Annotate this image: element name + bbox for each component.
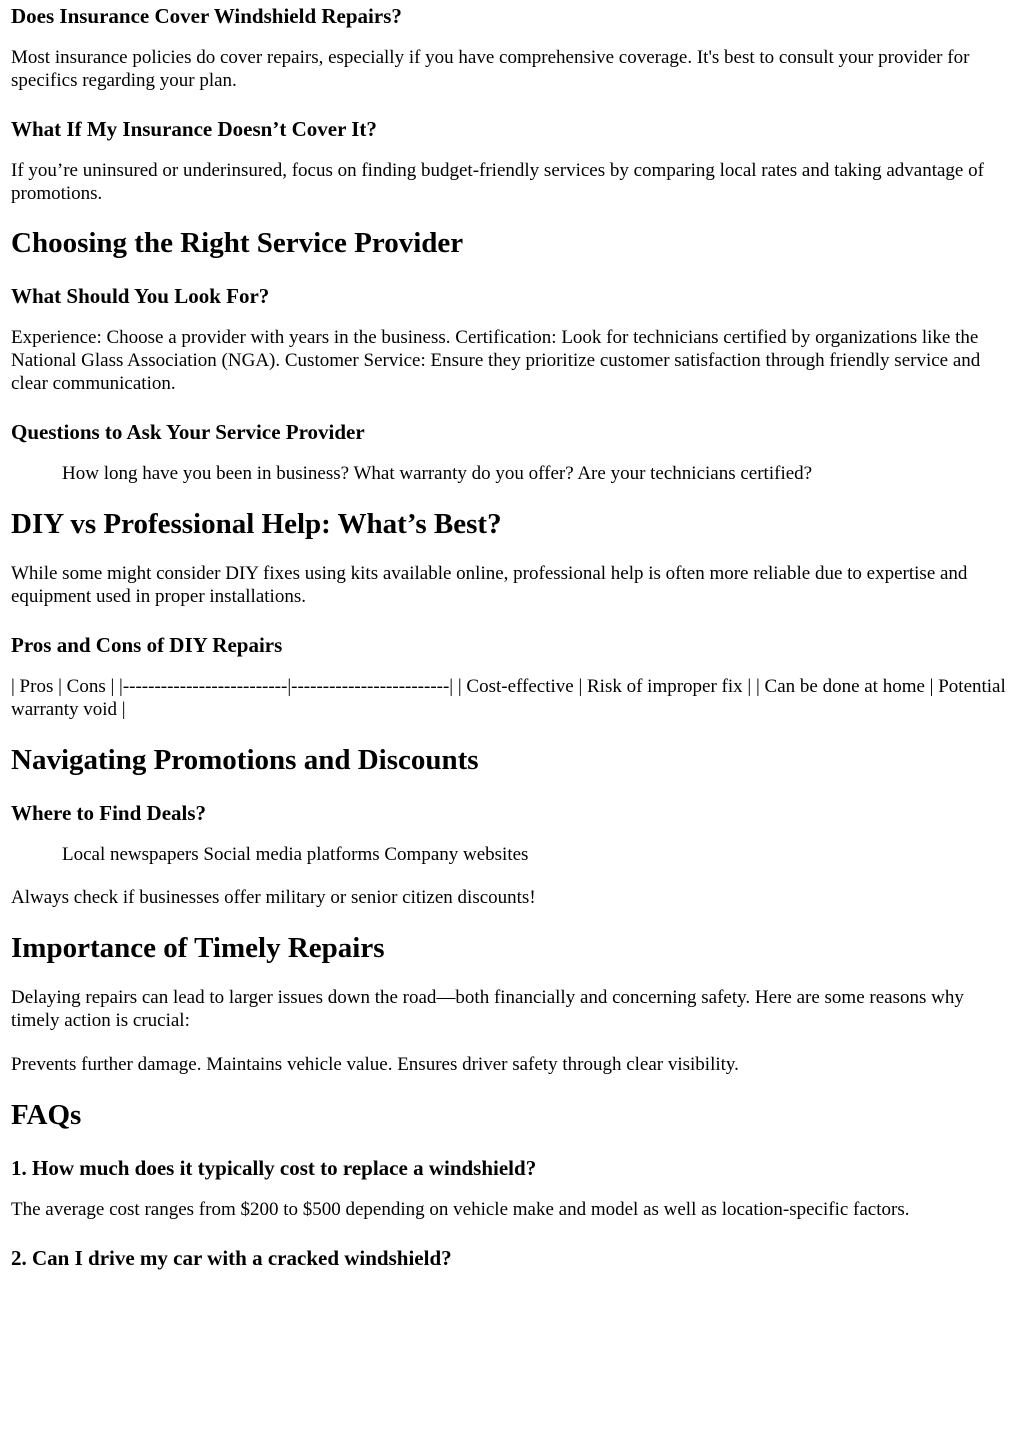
faq-question-1: 1. How much does it typically cost to replace a windshield? bbox=[11, 1155, 537, 1180]
heading-insurance-cover: Does Insurance Cover Windshield Repairs? bbox=[11, 4, 402, 28]
pros-cons-table-text: | Pros | Cons | |--------------------------|-------------------------| | Cost-effective | Risk of improper fix | | Can be done at home | Potential warranty void | bbox=[11, 676, 1006, 721]
article-content bbox=[0, 4, 1024, 1270]
paragraph-diy-vs-pro: While some might consider DIY fixes using kits available online, professional help is often more reliable due to expertise and equipment used in proper installations. bbox=[11, 563, 968, 608]
heading-diy-vs-pro: DIY vs Professional Help: What’s Best? bbox=[11, 507, 502, 540]
heading-timely-repairs: Importance of Timely Repairs bbox=[11, 931, 385, 964]
heading-insurance-not-cover: What If My Insurance Doesn’t Cover It? bbox=[11, 117, 377, 142]
paragraph-insurance-not-cover: If you’re uninsured or underinsured, focus on finding budget-friendly services by comparing local rates and taking advantage of promotions. bbox=[11, 160, 984, 205]
paragraph-reasons: Prevents further damage. Maintains vehicle value. Ensures driver safety through clear visibility. bbox=[11, 1054, 739, 1076]
heading-pros-cons: Pros and Cons of DIY Repairs bbox=[11, 633, 283, 658]
heading-questions: Questions to Ask Your Service Provider bbox=[11, 419, 365, 444]
paragraph-insurance-cover: Most insurance policies do cover repairs, especially if you have comprehensive coverage. It's best to consult your provider for specifics regarding your plan. bbox=[11, 47, 970, 92]
faq-answer-1: The average cost ranges from $200 to $500 depending on vehicle make and model as well as location-specific factors. bbox=[11, 1198, 910, 1220]
heading-faqs: FAQs bbox=[11, 1099, 82, 1132]
heading-deals: Where to Find Deals? bbox=[11, 800, 207, 825]
questions-list: How long have you been in business? What warranty do you offer? Are your technicians certified? bbox=[62, 462, 813, 484]
heading-promotions: Navigating Promotions and Discounts bbox=[11, 744, 479, 777]
paragraph-timely-repairs: Delaying repairs can lead to larger issues down the road—both financially and concerning safety. Here are some reasons why timely action is crucial: bbox=[11, 987, 964, 1032]
paragraph-discounts-note: Always check if businesses offer military or senior citizen discounts! bbox=[11, 886, 536, 908]
deals-list: Local newspapers Social media platforms Company websites bbox=[62, 843, 529, 865]
heading-look-for: What Should You Look For? bbox=[11, 283, 270, 308]
faq-question-2: 2. Can I drive my car with a cracked windshield? bbox=[11, 1245, 452, 1270]
heading-choosing-provider: Choosing the Right Service Provider bbox=[11, 227, 464, 260]
paragraph-look-for: Experience: Choose a provider with years in the business. Certification: Look for technicians certified by organizations like the National Glass Association (NGA). Customer Service: Ensure they prioritize customer satisfaction through friendly service and clear communication. bbox=[11, 326, 981, 394]
